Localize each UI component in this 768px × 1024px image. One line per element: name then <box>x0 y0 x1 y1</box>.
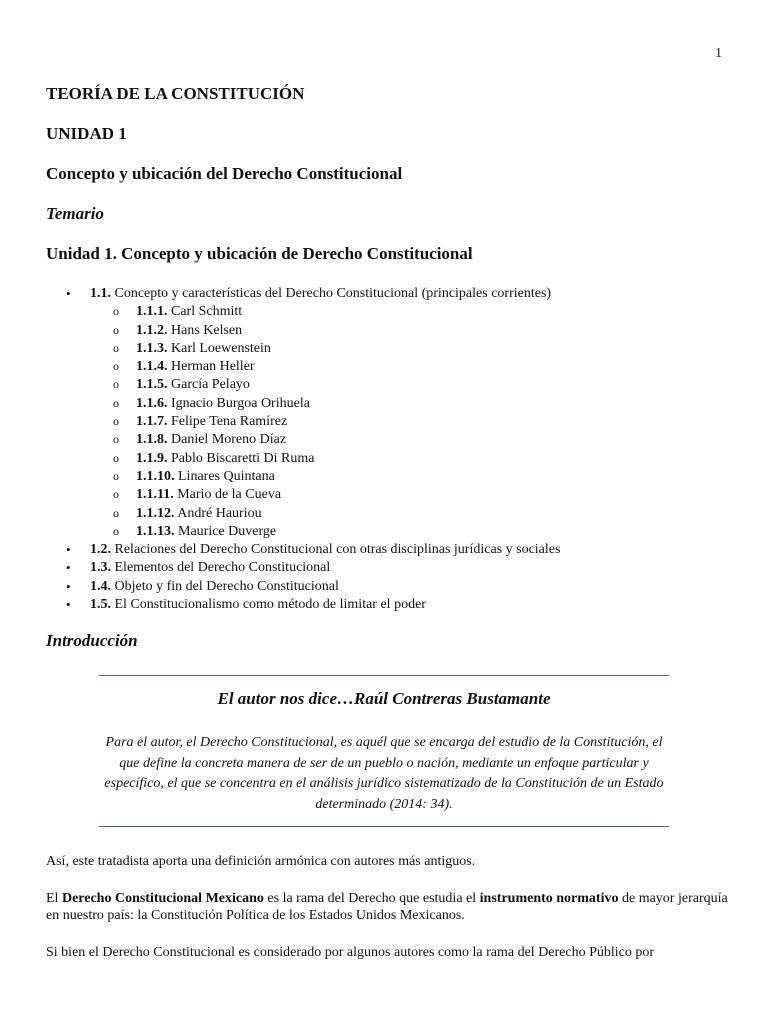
topic-outline <box>0 285 740 614</box>
quote-body: Para el autor, el Derecho Constitucional, es aquél que se encarga del estudio de la Constitución, el que define la concreta manera de ser de un pueblo o nación, mediante un enfoque particular y específico, el que se concentra en el análisis jurídico sistematizado de la Constitución de un Estado determinado (2014: 34). <box>104 735 664 812</box>
p2-text: de mayor jerarquía en nuestro país: la Constitución Política de los Estados Unidos Mexicanos. <box>46 891 728 923</box>
outline-item <box>0 559 740 577</box>
subitem-text: André Hauriou <box>174 505 262 521</box>
outline-number: 1.5. <box>90 597 111 613</box>
outline-subitem <box>90 376 740 394</box>
paragraph-definition: Así, este tratadista aporta una definición armónica con autores más antiguos. <box>46 854 476 869</box>
subitem-number: 1.1.11. <box>136 487 174 503</box>
subitem-number: 1.1.13. <box>136 523 175 539</box>
paragraph-public-law: Si bien el Derecho Constitucional es considerado por algunos autores como la rama del Derecho Público por <box>46 945 655 960</box>
subitem-text: Linares Quintana <box>174 468 275 484</box>
subitem-text: Felipe Tena Ramírez <box>167 414 288 430</box>
subitem-number: 1.1.4. <box>136 359 168 375</box>
temario-heading: Temario <box>46 204 104 223</box>
outline-item <box>0 578 740 596</box>
outline-subitem <box>90 358 740 376</box>
outline-subitem <box>90 505 740 523</box>
outline-text: Objeto y fin del Derecho Constitucional <box>111 578 339 594</box>
outline-item <box>0 541 740 559</box>
subitem-text: Herman Heller <box>167 359 255 375</box>
p2-text: es la rama del Derecho que estudia el <box>263 891 480 906</box>
subitem-text: Maurice Duverge <box>174 523 277 539</box>
outline-item <box>0 285 740 541</box>
outline-subitem <box>90 413 740 431</box>
outline-subitem <box>90 523 740 541</box>
outline-text: Concepto y características del Derecho Constitucional (principales corrientes) <box>111 286 552 301</box>
outline-number: 1.2. <box>90 542 111 558</box>
subitem-text: García Pelayo <box>167 377 250 393</box>
subitem-text: Mario de la Cueva <box>173 487 282 503</box>
subitem-text: Karl Loewenstein <box>167 340 271 356</box>
outline-subitem <box>90 395 740 413</box>
outline-subitem <box>90 468 740 486</box>
outline-text: El Constitucionalismo como método de limitar el poder <box>111 597 426 613</box>
p2-text: El <box>46 891 62 906</box>
outline-subitem <box>90 486 740 504</box>
subitem-text: Pablo Biscaretti Di Ruma <box>167 450 315 466</box>
p2-bold-term: instrumento normativo <box>479 891 619 906</box>
subitem-number: 1.1.3. <box>136 340 168 356</box>
outline-subitem <box>90 303 740 321</box>
unidad-heading: Unidad 1. Concepto y ubicación de Derecho Constitucional <box>46 244 473 263</box>
outline-subitem <box>90 431 740 449</box>
outline-subitem <box>90 322 740 340</box>
subitem-number: 1.1.12. <box>136 505 175 521</box>
document-title: TEORÍA DE LA CONSTITUCIÓN <box>46 84 305 103</box>
outline-subitem <box>90 340 740 358</box>
subitem-number: 1.1.10. <box>136 468 175 484</box>
page-number: 1 <box>715 46 722 61</box>
subitem-text: Hans Kelsen <box>167 322 243 338</box>
outline-subitem <box>90 450 740 468</box>
subitem-number: 1.1.7. <box>136 414 168 430</box>
subitem-number: 1.1.5. <box>136 377 168 393</box>
subitem-text: Carl Schmitt <box>167 304 243 320</box>
subitem-number: 1.1.6. <box>136 395 168 411</box>
subitem-number: 1.1.9. <box>136 450 168 466</box>
concept-heading: Concepto y ubicación del Derecho Constitucional <box>46 164 403 183</box>
quote-bottom-divider <box>99 826 669 827</box>
subitem-text: Daniel Moreno Díaz <box>167 432 287 448</box>
subitem-number: 1.1.1. <box>136 304 168 320</box>
outline-item <box>0 596 740 614</box>
quote-title: El autor nos dice…Raúl Contreras Bustamante <box>217 689 551 708</box>
p2-bold-term: Derecho Constitucional Mexicano <box>61 891 264 906</box>
outline-number: 1.3. <box>90 560 111 576</box>
outline-text: Relaciones del Derecho Constitucional con otras disciplinas jurídicas y sociales <box>111 542 561 558</box>
introduccion-heading: Introducción <box>46 631 138 650</box>
paragraph-mexican-law <box>46 890 736 924</box>
outline-number: 1.4. <box>90 578 111 594</box>
outline-text: Elementos del Derecho Constitucional <box>111 560 331 576</box>
quote-top-divider <box>99 675 669 676</box>
outline-number: 1.1. <box>90 286 111 301</box>
outline-sublist <box>90 303 740 541</box>
subitem-text: Ignacio Burgoa Orihuela <box>167 395 310 411</box>
subitem-number: 1.1.2. <box>136 322 168 338</box>
subitem-number: 1.1.8. <box>136 432 168 448</box>
unit-heading: UNIDAD 1 <box>46 124 127 143</box>
